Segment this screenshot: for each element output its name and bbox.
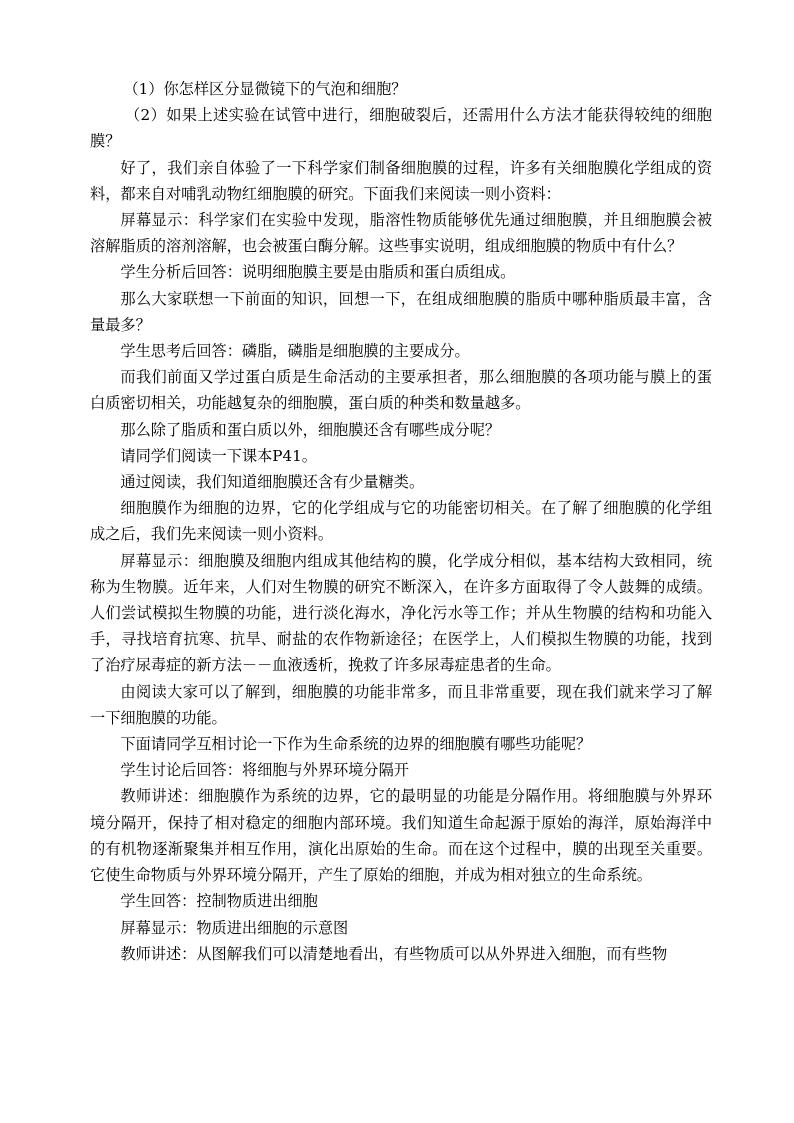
paragraph: 好了，我们亲自体验了一下科学家们制备细胞膜的过程，许多有关细胞膜化学组成的资料，都来自对哺乳动物红细胞膜的研究。下面我们来阅读一则小资料： [90,158,712,203]
paragraph: 教师讲述：细胞膜作为系统的边界，它的最明显的功能是分隔作用。将细胞膜与外界环境分隔开，保持了相对稳定的细胞内部环境。我们知道生命起源于原始的海洋，原始海洋中的有机物逐渐聚集并相互作用，演化出原始的生命。而在这个过程中，膜的出现至关重要。它使生命物质与外界环境分隔开，产生了原始的细胞，并成为相对独立的生命系统。 [90,787,712,885]
paragraph: 由阅读大家可以了解到，细胞膜的功能非常多，而且非常重要，现在我们就来学习了解一下细胞膜的功能。 [90,682,712,727]
paragraph: 那么除了脂质和蛋白质以外，细胞膜还含有哪些成分呢？ [120,420,501,439]
paragraph: 通过阅读，我们知道细胞膜还含有少量糖类。 [120,473,425,492]
question-1: （1）你怎样区分显微镜下的气泡和细胞？ [123,80,407,98]
question-2: （2）如果上述实验在试管中进行，细胞破裂后，还需用什么方法才能获得较纯的细胞膜？ [90,106,712,151]
paragraph: 屏幕显示：物质进出细胞的示意图 [120,918,349,937]
paragraph: 学生讨论后回答：将细胞与外界环境分隔开 [120,761,409,780]
paragraph: 而我们前面又学过蛋白质是生命活动的主要承担者，那么细胞膜的各项功能与膜上的蛋白质密切相关，功能越复杂的细胞膜，蛋白质的种类和数量越多。 [90,368,712,413]
paragraph: 学生思考后回答：磷脂，磷脂是细胞膜的主要成分。 [120,342,470,361]
paragraph: 屏幕显示：科学家们在实验中发现，脂溶性物质能够优先通过细胞膜，并且细胞膜会被溶解脂质的溶剂溶解，也会被蛋白酶分解。这些事实说明，组成细胞膜的物质中有什么？ [90,211,712,256]
paragraph: 学生分析后回答：说明细胞膜主要是由脂质和蛋白质组成。 [120,263,516,282]
paragraph: 那么大家联想一下前面的知识，回想一下，在组成细胞膜的脂质中哪种脂质最丰富，含量最多？ [90,289,712,334]
paragraph: 教师讲述：从图解我们可以清楚地看出，有些物质可以从外界进入细胞，而有些物 [120,944,668,963]
paragraph: 细胞膜作为细胞的边界，它的化学组成与它的功能密切相关。在了解了细胞膜的化学组成之后，我们先来阅读一则小资料。 [90,499,712,544]
paragraph: 学生回答：控制物质进出细胞 [120,892,318,911]
paragraph: 下面请同学互相讨论一下作为生命系统的边界的细胞膜有哪些功能呢？ [120,735,592,754]
paragraph: 请同学们阅读一下课本P41。 [120,446,317,465]
document-body [90,76,712,967]
paragraph: 屏幕显示：细胞膜及细胞内组成其他结构的膜，化学成分相似，基本结构大致相同，统称为生物膜。近年来，人们对生物膜的研究不断深入，在许多方面取得了令人鼓舞的成绩。人们尝试模拟生物膜的功能，进行淡化海水，净化污水等工作；并从生物膜的结构和功能入手，寻找培育抗寒、抗旱、耐盐的农作物新途径；在医学上，人们模拟生物膜的功能，找到了治疗尿毒症的新方法－－血液透析，挽救了许多尿毒症患者的生命。 [90,551,712,675]
